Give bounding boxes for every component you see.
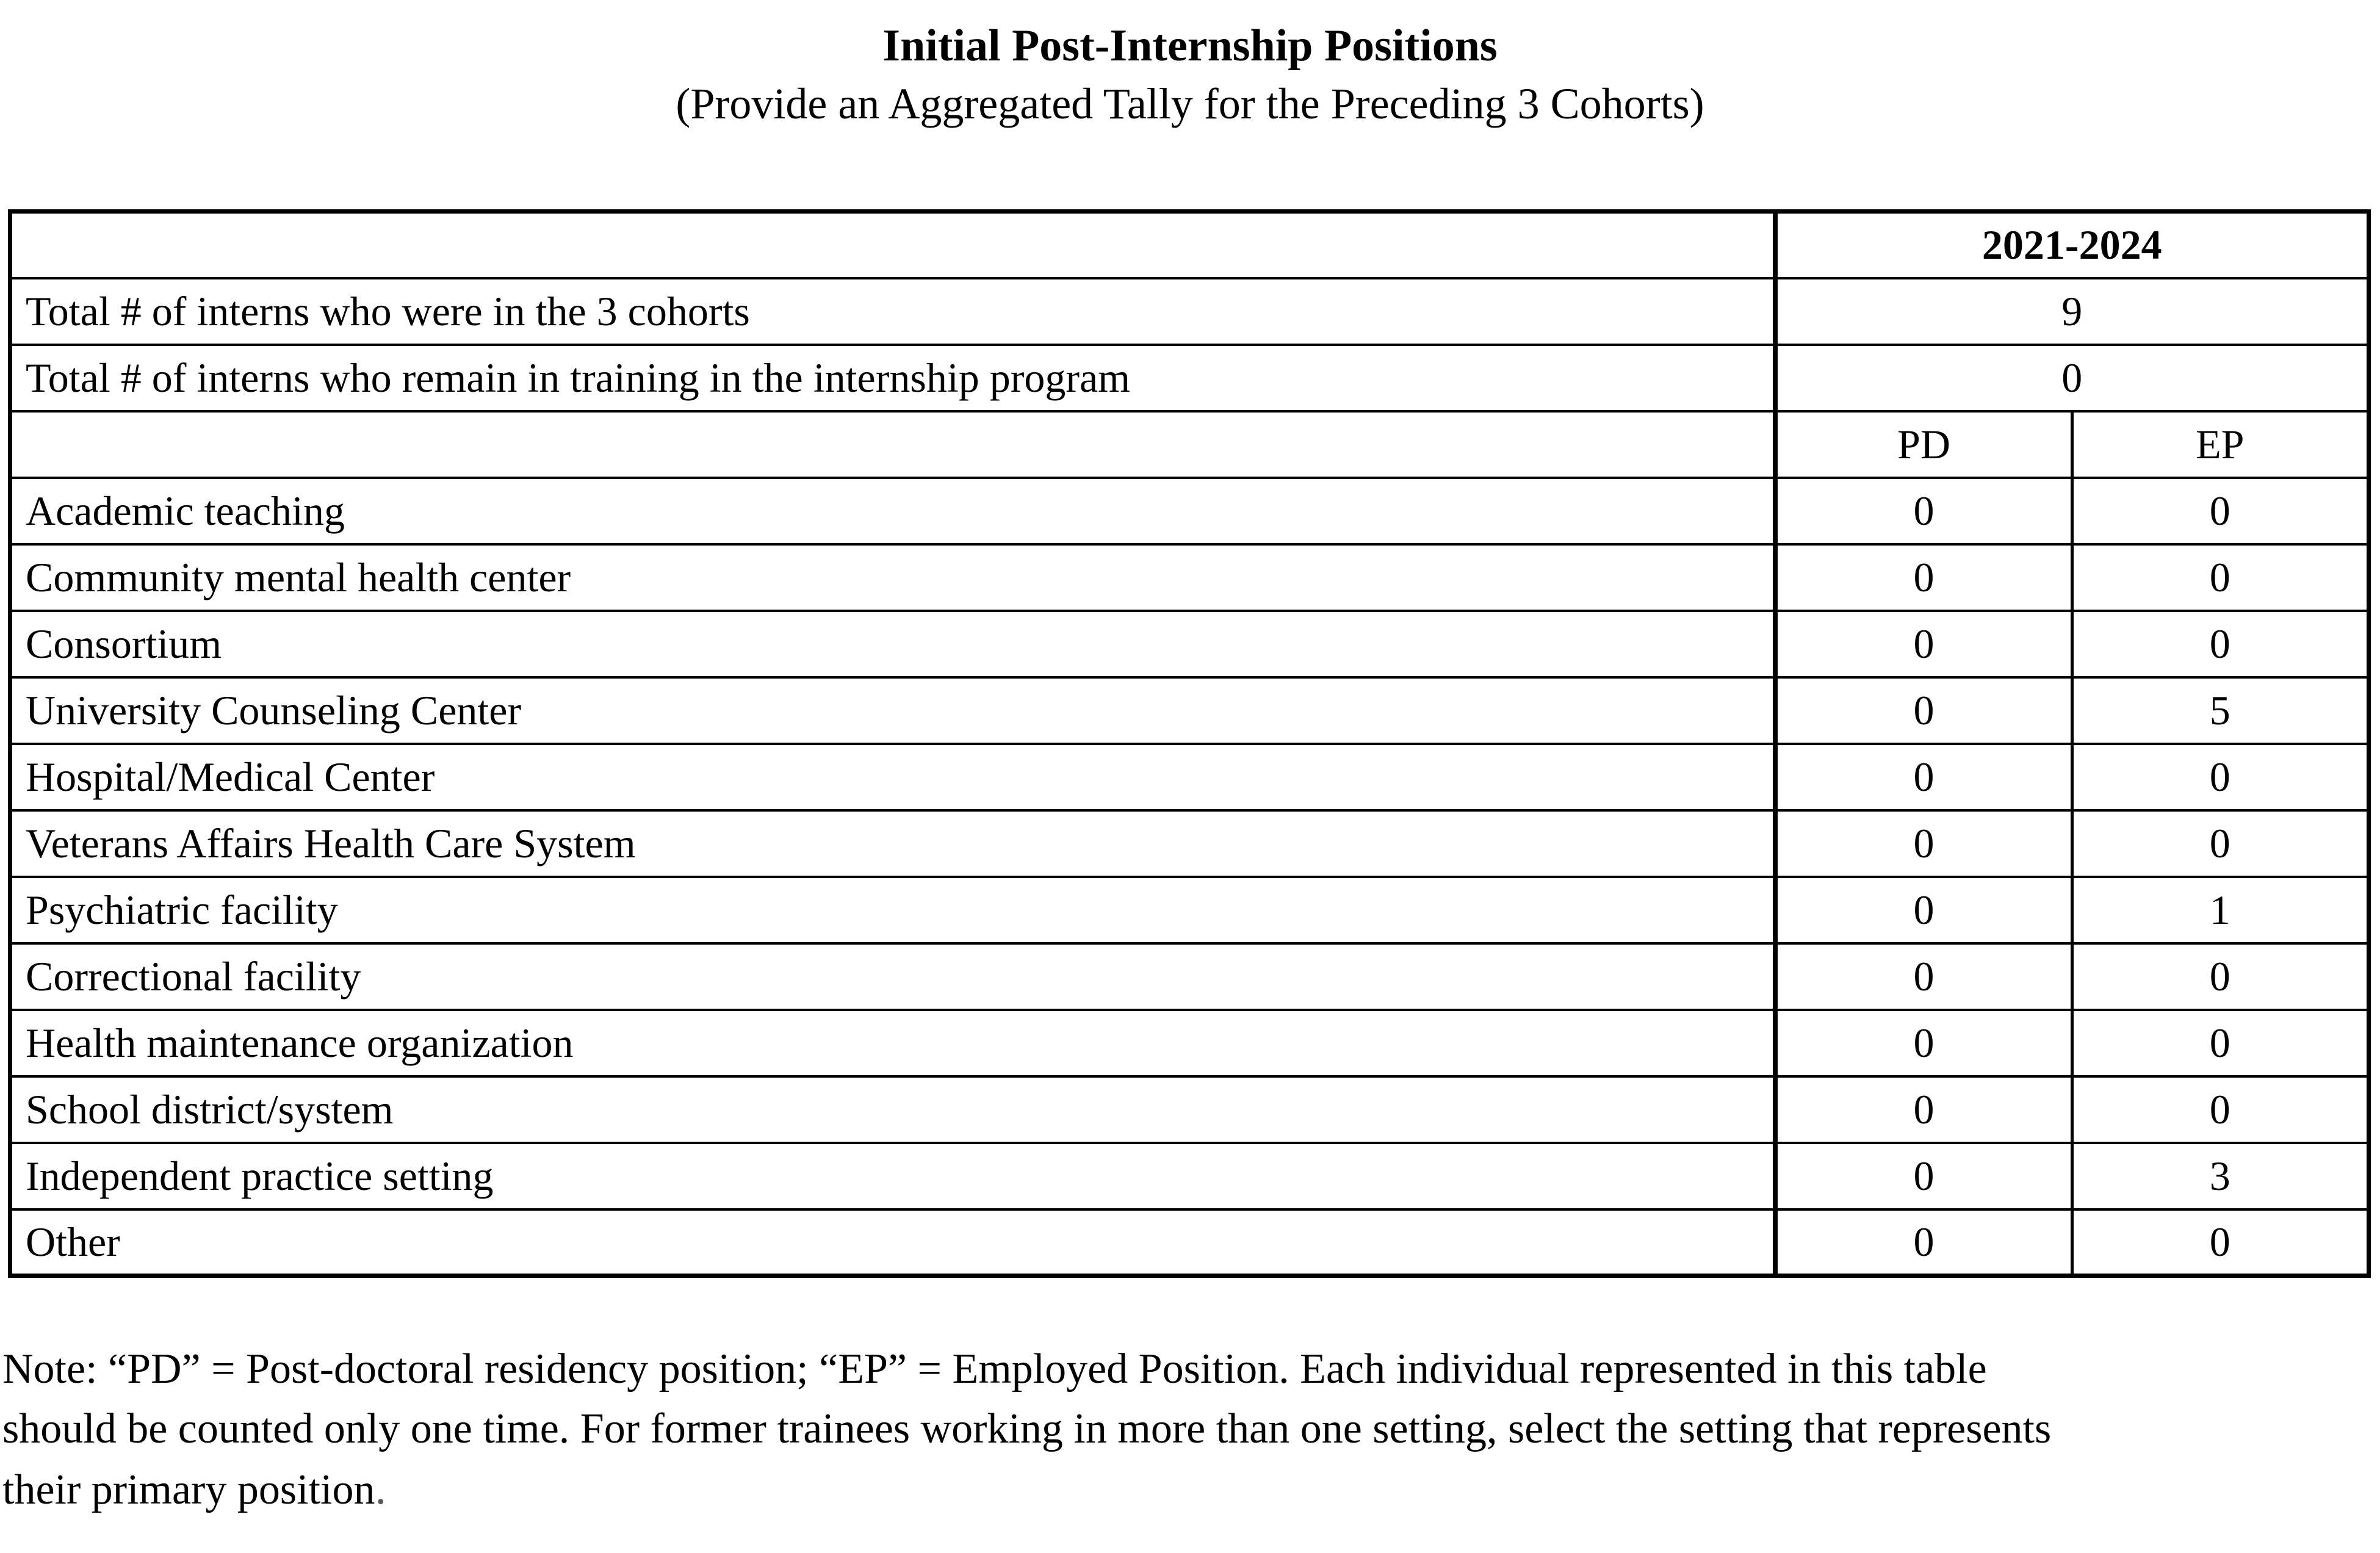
cell-ep-community-mental-health-center: 0 xyxy=(2072,544,2369,611)
table-row xyxy=(10,544,2369,611)
table-row xyxy=(10,943,2369,1010)
table-row xyxy=(10,744,2369,810)
table-header-row xyxy=(10,212,2369,278)
cell-pd-consortium: 0 xyxy=(1775,611,2072,677)
cell-pd-correctional-facility: 0 xyxy=(1775,943,2072,1010)
period-header-cell: 2021-2024 xyxy=(1775,212,2369,278)
column-header-pd: PD xyxy=(1775,411,2072,478)
post-internship-positions-table-wrapper xyxy=(8,209,2371,1278)
table-note xyxy=(2,1339,2090,1520)
table-row xyxy=(10,478,2369,544)
page-subtitle: (Provide an Aggregated Tally for the Preceding 3 Cohorts) xyxy=(676,79,1704,128)
table-subheader-row xyxy=(10,411,2369,478)
table-row xyxy=(10,1143,2369,1209)
table-row-remain-in-training xyxy=(10,345,2369,411)
cell-pd-independent-practice-setting: 0 xyxy=(1775,1143,2072,1209)
table-row xyxy=(10,1076,2369,1143)
table-row xyxy=(10,810,2369,877)
cell-pd-hospital-medical-center: 0 xyxy=(1775,744,2072,810)
row-label-psychiatric-facility: Psychiatric facility xyxy=(10,877,1775,943)
cell-ep-hospital-medical-center: 0 xyxy=(2072,744,2369,810)
row-value-total-cohorts: 9 xyxy=(1775,278,2369,345)
row-label-health-maintenance-organization: Health maintenance organization xyxy=(10,1010,1775,1076)
row-label-university-counseling-center: University Counseling Center xyxy=(10,677,1775,744)
row-label-consortium: Consortium xyxy=(10,611,1775,677)
row-label-community-mental-health-center: Community mental health center xyxy=(10,544,1775,611)
cell-pd-school-district-system: 0 xyxy=(1775,1076,2072,1143)
cell-ep-correctional-facility: 0 xyxy=(2072,943,2369,1010)
cell-pd-university-counseling-center: 0 xyxy=(1775,677,2072,744)
table-row xyxy=(10,1209,2369,1276)
cell-ep-consortium: 0 xyxy=(2072,611,2369,677)
row-label-correctional-facility: Correctional facility xyxy=(10,943,1775,1010)
cell-pd-other: 0 xyxy=(1775,1209,2072,1276)
row-label-other: Other xyxy=(10,1209,1775,1276)
cell-pd-veterans-affairs-health-care-system: 0 xyxy=(1775,810,2072,877)
cell-ep-health-maintenance-organization: 0 xyxy=(2072,1010,2369,1076)
cell-pd-academic-teaching: 0 xyxy=(1775,478,2072,544)
cell-ep-independent-practice-setting: 3 xyxy=(2072,1143,2369,1209)
row-value-remain-in-training: 0 xyxy=(1775,345,2369,411)
subheader-corner-cell xyxy=(10,411,1775,478)
page-title: Initial Post-Internship Positions xyxy=(882,21,1498,71)
cell-ep-university-counseling-center: 5 xyxy=(2072,677,2369,744)
cell-ep-other: 0 xyxy=(2072,1209,2369,1276)
row-label-hospital-medical-center: Hospital/Medical Center xyxy=(10,744,1775,810)
row-label-school-district-system: School district/system xyxy=(10,1076,1775,1143)
cell-ep-psychiatric-facility: 1 xyxy=(2072,877,2369,943)
table-row xyxy=(10,611,2369,677)
post-internship-positions-table xyxy=(8,209,2371,1278)
row-label-remain-in-training: Total # of interns who remain in training in the internship program xyxy=(10,345,1775,411)
row-label-veterans-affairs-health-care-system: Veterans Affairs Health Care System xyxy=(10,810,1775,877)
header-corner-cell xyxy=(10,212,1775,278)
table-body xyxy=(10,212,2369,1276)
title-block xyxy=(0,17,2380,133)
cell-ep-school-district-system: 0 xyxy=(2072,1076,2369,1143)
table-note-text: Note: “PD” = Post-doctoral residency position; “EP” = Employed Position. Each individual represented in this table should be counted only one time. For former trainees working in more than one setting, select the setting that represents their primary position xyxy=(2,1346,2052,1513)
cell-ep-veterans-affairs-health-care-system: 0 xyxy=(2072,810,2369,877)
cell-pd-community-mental-health-center: 0 xyxy=(1775,544,2072,611)
table-row xyxy=(10,877,2369,943)
cell-pd-psychiatric-facility: 0 xyxy=(1775,877,2072,943)
row-label-total-cohorts: Total # of interns who were in the 3 cohorts xyxy=(10,278,1775,345)
table-row xyxy=(10,677,2369,744)
row-label-independent-practice-setting: Independent practice setting xyxy=(10,1143,1775,1209)
cell-pd-health-maintenance-organization: 0 xyxy=(1775,1010,2072,1076)
table-note-terminal-mark: . xyxy=(375,1464,386,1514)
column-header-ep: EP xyxy=(2072,411,2369,478)
table-row-total-cohorts xyxy=(10,278,2369,345)
table-row xyxy=(10,1010,2369,1076)
cell-ep-academic-teaching: 0 xyxy=(2072,478,2369,544)
row-label-academic-teaching: Academic teaching xyxy=(10,478,1775,544)
